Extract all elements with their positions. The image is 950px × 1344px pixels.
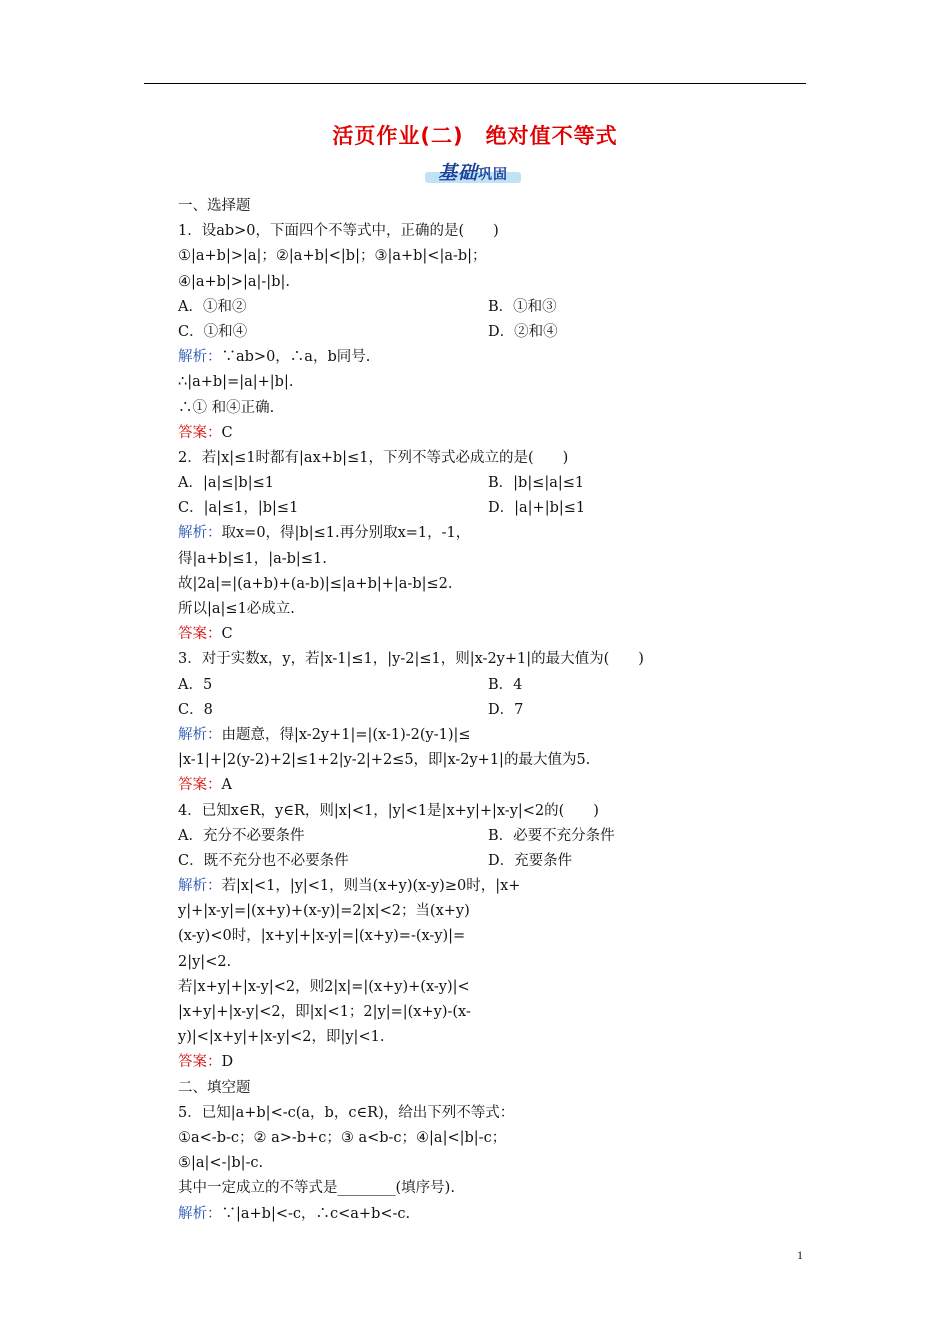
text-line [178,1176,798,1201]
text-line [178,950,798,975]
text-line [178,1126,798,1151]
header-rule [144,83,806,84]
line-text: C．①和④ [178,323,248,340]
text-line [178,647,798,672]
section-badge [421,158,525,186]
line-text: y)|<|x+y|+|x-y|<2，即|y|<1. [178,1029,385,1046]
text-line [178,1076,798,1101]
text-line [178,1025,798,1050]
text-line [178,446,798,471]
text-line [178,244,798,269]
option-right: B．4 [488,676,523,693]
text-line [178,824,798,849]
line-text: C．|a|≤1，|b|≤1 [178,500,299,517]
text-line [178,345,798,370]
option-right: D．7 [488,701,524,718]
line-text: 1．设ab>0，下面四个不等式中，正确的是( ) [178,223,499,240]
text-line [178,1101,798,1126]
answer-label: 答案： [178,424,222,441]
answer-label: 答案： [178,777,222,794]
text-line [178,270,798,295]
line-text: |x+y|+|x-y|<2，即|x|<1；2|y|=|(x+y)-(x- [178,1004,471,1020]
text-line [178,899,798,924]
option-right: B．|b|≤|a|≤1 [488,475,585,492]
line-text: 若|x+y|+|x-y|<2，则2|x|=|(x+y)+(x-y)|< [178,978,470,995]
text-line [178,1050,798,1075]
text-line [178,849,798,874]
text-line [178,396,798,421]
option-right: B．①和③ [488,298,557,315]
text-line [178,471,798,496]
line-text: 2．若|x|≤1时都有|ax+b|≤1，下列不等式必成立的是( ) [178,449,569,466]
text-line [178,1000,798,1025]
line-text: 二、填空题 [178,1079,251,1096]
text-line [178,1151,798,1176]
line-text: D [221,1054,234,1071]
answer-label: 答案： [178,1054,222,1071]
line-text: ∴|a+b|=|a|+|b|. [178,374,294,391]
option-right: D．|a|+|b|≤1 [488,500,586,517]
page-title: 活页作业(二) 绝对值不等式 [332,124,618,148]
text-line [178,723,798,748]
line-text: A．5 [178,676,213,693]
line-text: ①|a+b|>|a|；②|a+b|<|b|；③|a+b|<|a-b|； [178,248,487,265]
line-text: 2|y|<2. [178,953,232,970]
line-text: A．①和② [178,298,247,315]
text-line [178,194,798,219]
text-line [178,370,798,395]
line-text: ∵|a+b|<-c，∴c<a+b<-c. [221,1205,411,1222]
line-text: ⑤|a|<-|b|-c. [178,1155,264,1172]
text-line [178,924,798,949]
text-line [178,547,798,572]
line-text: 故|2a|=|(a+b)+(a-b)|≤|a+b|+|a-b|≤2. [178,575,453,592]
badge-text [421,158,525,185]
text-line [178,496,798,521]
document-body [178,194,798,1227]
text-line [178,673,798,698]
text-line [178,521,798,546]
line-text: C [221,626,233,643]
text-line [178,799,798,824]
line-text: A．|a|≤|b|≤1 [178,475,274,492]
analysis-label: 解析： [178,525,222,542]
line-text: 若|x|<1，|y|<1，则当(x+y)(x-y)≥0时，|x+ [221,878,521,895]
text-line [178,698,798,723]
line-text: C [221,424,233,441]
text-line [178,320,798,345]
option-right: D．②和④ [488,323,558,340]
text-line [178,1202,798,1227]
text-line [178,748,798,773]
text-line [178,421,798,446]
badge-main: 基础 [437,162,478,184]
line-text: A．充分不必要条件 [178,827,305,844]
text-line [178,295,798,320]
text-line [178,572,798,597]
text-line [178,597,798,622]
option-right: D．充要条件 [488,852,573,869]
text-line [178,773,798,798]
text-line [178,622,798,647]
line-text: ①a<-b-c；② a>-b+c；③ a<b-c；④|a|<|b|-c； [178,1129,507,1146]
page-number: 1 [797,1248,803,1262]
line-text: 4．已知x∈R，y∈R，则|x|<1，|y|<1是|x+y|+|x-y|<2的( ) [178,802,599,819]
analysis-label: 解析： [178,349,222,366]
line-text: ④|a+b|>|a|-|b|. [178,273,290,290]
line-text: 5．已知|a+b|<-c(a，b，c∈R)，给出下列不等式： [178,1104,515,1121]
line-text: 3．对于实数x，y，若|x-1|≤1，|y-2|≤1，则|x-2y+1|的最大值为( ) [178,651,644,668]
analysis-label: 解析： [178,726,222,743]
analysis-label: 解析： [178,878,222,895]
line-text: ∴① 和④正确. [178,399,275,416]
line-text: 一、选择题 [178,198,251,214]
line-text: A [221,777,232,794]
line-text: ∵ab>0，∴a，b同号. [221,349,371,366]
text-line [178,219,798,244]
line-text: y|+|x-y|=|(x+y)+(x-y)|=2|x|<2；当(x+y) [178,903,470,920]
line-text: 由题意，得|x-2y+1|=|(x-1)-2(y-1)|≤ [221,726,471,743]
option-right: B．必要不充分条件 [488,827,615,844]
line-text: 得|a+b|≤1，|a-b|≤1. [178,550,327,567]
badge-small: 巩固 [478,167,508,183]
text-line [178,975,798,1000]
line-text: (x-y)<0时，|x+y|+|x-y|=|(x+y)=-(x-y)|= [178,928,466,945]
line-text: 其中一定成立的不等式是________(填序号). [178,1180,455,1197]
line-text: 取x=0，得|b|≤1.再分别取x=1，-1， [221,525,471,542]
line-text: C．既不充分也不必要条件 [178,852,349,869]
line-text: |x-1|+|2(y-2)+2|≤1+2|y-2|+2≤5，即|x-2y+1|的最大值为5. [178,752,591,769]
line-text: C．8 [178,701,213,718]
answer-label: 答案： [178,626,222,643]
analysis-label: 解析： [178,1205,222,1222]
line-text: 所以|a|≤1必成立. [178,601,295,617]
text-line [178,874,798,899]
